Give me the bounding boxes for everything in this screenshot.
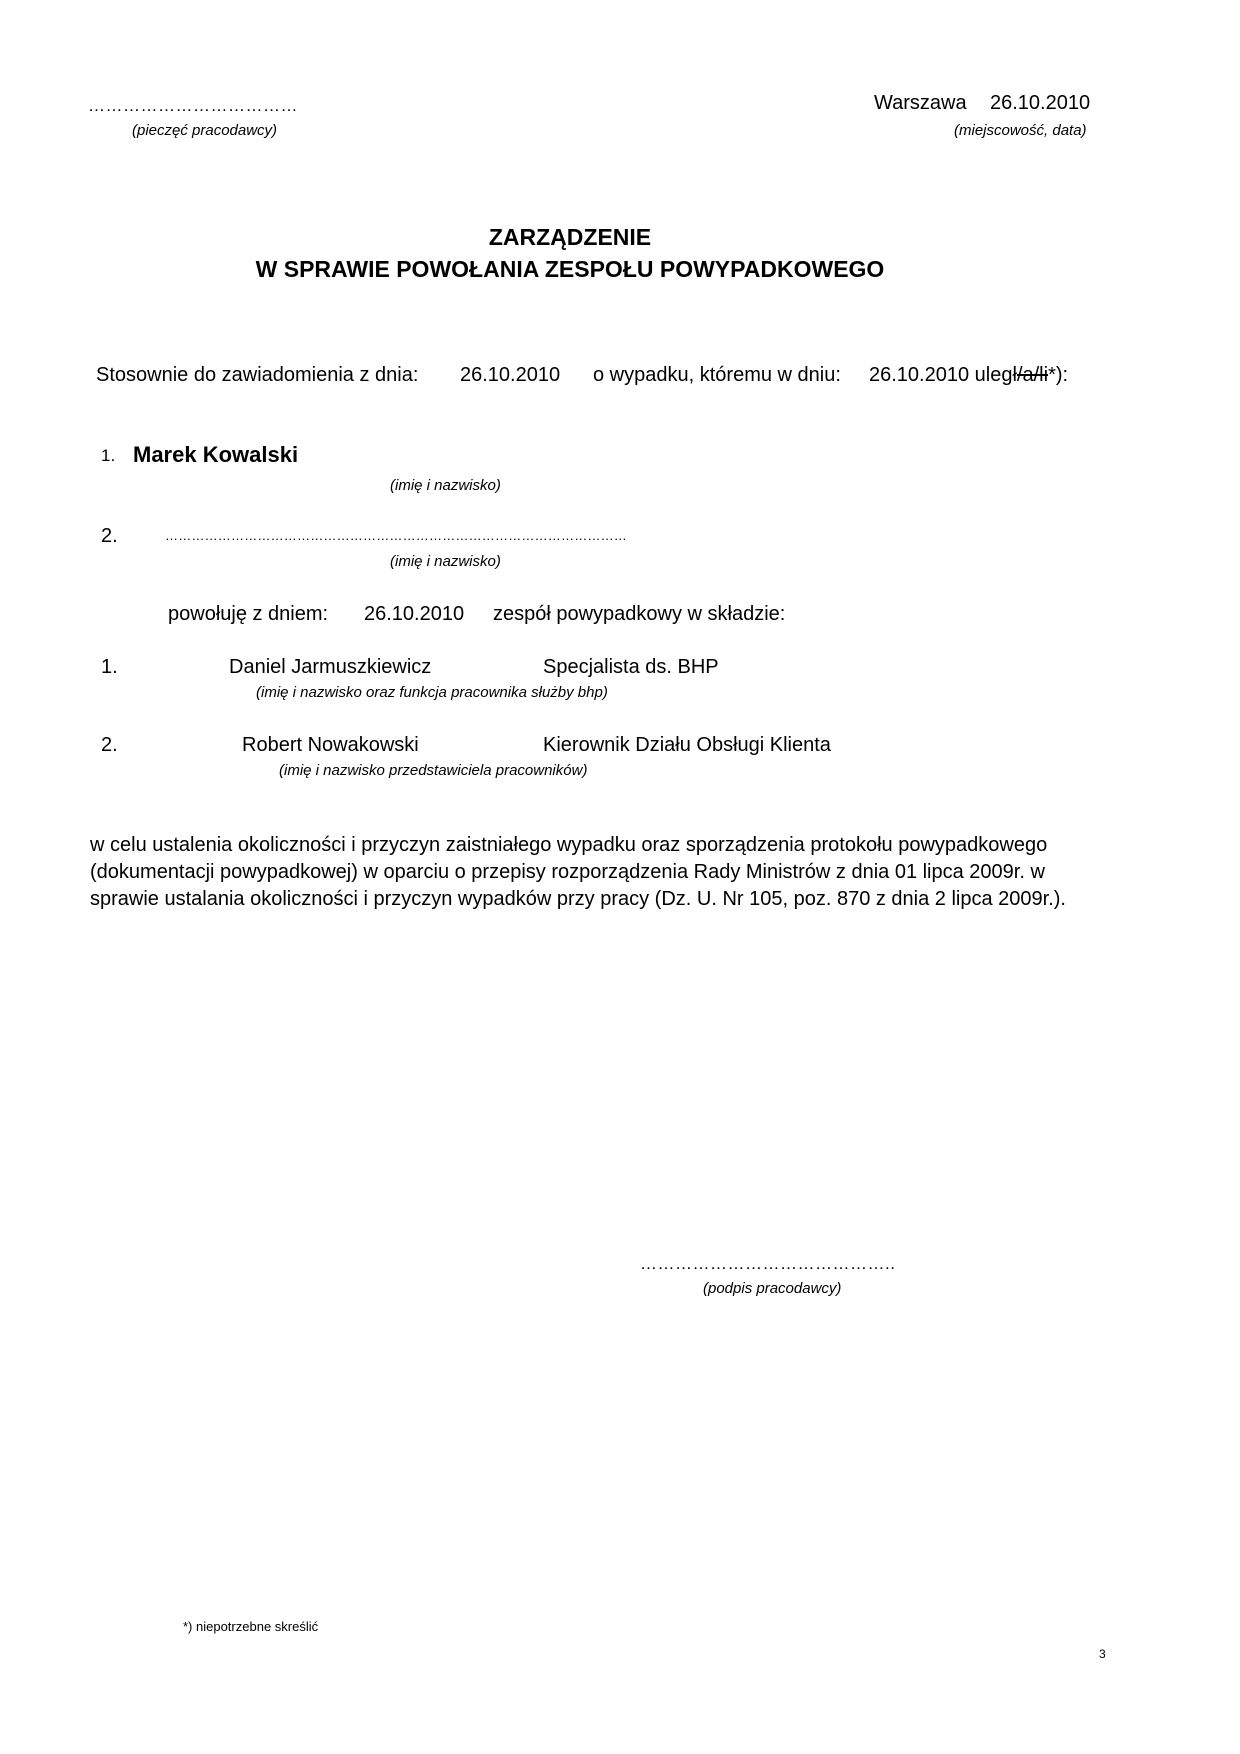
accident-date: 26.10.2010 — [869, 364, 970, 386]
employer-stamp-line: ……………………………… — [88, 96, 298, 115]
footnote: *) niepotrzebne skreślić — [183, 1619, 319, 1634]
intro-middle: o wypadku, któremu w dniu: — [593, 364, 841, 386]
member-role-2: Kierownik Działu Obsługi Klienta — [543, 734, 831, 756]
struck-endings: /a/li — [1016, 364, 1049, 386]
page-number: 3 — [1099, 1647, 1106, 1661]
victim-name-2-blank: …………………………………………………………………………………………… — [165, 528, 627, 543]
footnote-marker: *): — [1048, 364, 1069, 386]
appointment-suffix: zespół powypadkowy w składzie: — [493, 603, 786, 625]
document-date: 26.10.2010 — [990, 92, 1091, 114]
notice-date: 26.10.2010 — [460, 364, 561, 386]
victim-caption-1: (imię i nazwisko) — [390, 477, 501, 494]
victim-number-2: 2. — [101, 525, 118, 547]
employer-signature-caption: (podpis pracodawcy) — [703, 1280, 842, 1297]
member-number-1: 1. — [101, 656, 118, 678]
employer-signature-line: …………………………………….. — [640, 1254, 896, 1273]
victim-number-1: 1. — [101, 446, 116, 465]
appointment-prefix: powołuję z dniem: — [168, 603, 329, 625]
purpose-line-1: w celu ustalenia okoliczności i przyczyn zaistniałego wypadku oraz sporządzenia protokołu powypadkowego — [90, 834, 1048, 856]
victim-name-1: Marek Kowalski — [133, 442, 299, 467]
purpose-line-2: (dokumentacji powypadkowej) w oparciu o przepisy rozporządzenia Rady Ministrów z dnia 01 lipca 2009r. w — [90, 861, 1045, 883]
member-number-2: 2. — [101, 734, 118, 756]
member-caption-1: (imię i nazwisko oraz funkcja pracownika służby bhp) — [256, 684, 608, 701]
appointment-date: 26.10.2010 — [364, 603, 465, 625]
purpose-line-3: sprawie ustalania okoliczności i przyczyn wypadków przy pracy (Dz. U. Nr 105, poz. 870 z dnia 2 lipca 2009r.). — [90, 888, 1066, 910]
member-name-1: Daniel Jarmuszkiewicz — [229, 656, 432, 678]
employer-stamp-caption: (pieczęć pracodawcy) — [132, 122, 278, 139]
document-title: ZARZĄDZENIE — [488, 224, 652, 250]
verb-uleg: uległ — [974, 364, 1017, 386]
member-name-2: Robert Nowakowski — [242, 734, 419, 756]
victim-caption-2: (imię i nazwisko) — [390, 553, 501, 570]
intro-accident-clause — [869, 364, 1068, 387]
member-caption-2: (imię i nazwisko przedstawiciela pracowników) — [279, 762, 588, 779]
purpose-paragraph — [90, 832, 1130, 913]
place-date-caption: (miejscowość, data) — [954, 122, 1087, 139]
place: Warszawa — [874, 92, 967, 114]
member-role-1: Specjalista ds. BHP — [543, 656, 719, 678]
intro-prefix: Stosownie do zawiadomienia z dnia: — [96, 364, 419, 386]
document-subtitle: W SPRAWIE POWOŁANIA ZESPOŁU POWYPADKOWEGO — [255, 256, 885, 282]
